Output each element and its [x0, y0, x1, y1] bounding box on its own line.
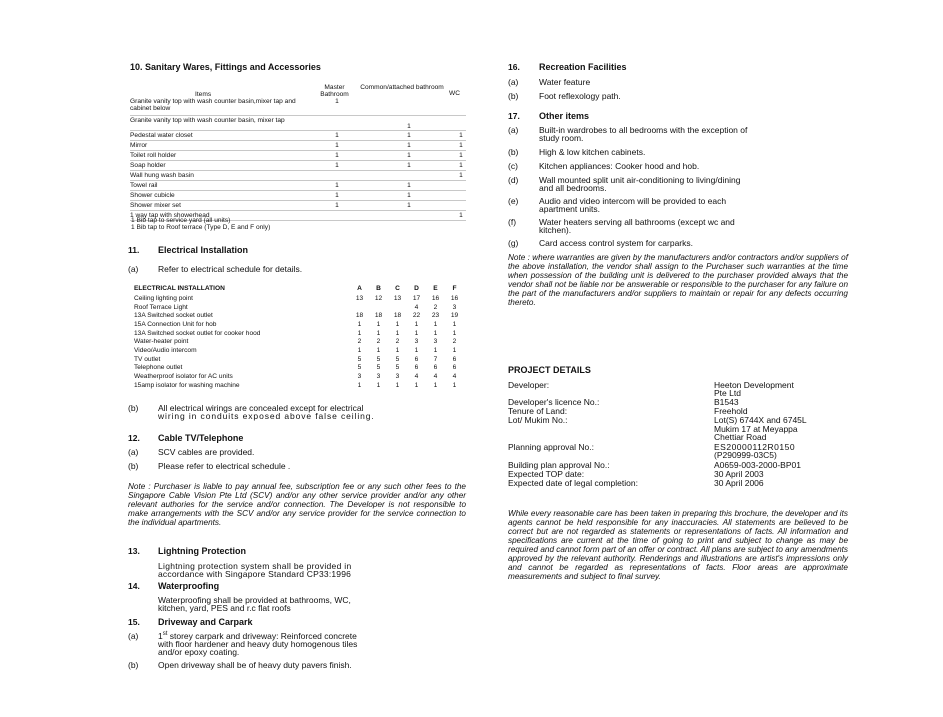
- cell-value: 17: [412, 294, 421, 302]
- cell-wc: 1: [456, 130, 466, 140]
- cell-item: 1 way tap with showerhead: [130, 210, 312, 220]
- cell-value: 1: [357, 329, 362, 337]
- developer-value-line2: Pte Ltd: [714, 388, 741, 398]
- cell-name: Ceiling lighting point: [134, 294, 194, 302]
- section-17-title: Other items: [539, 111, 590, 121]
- cell-value: 1: [452, 346, 457, 354]
- col-header: D: [414, 285, 419, 292]
- cell-value: 1: [452, 329, 457, 337]
- cell-wc: [456, 115, 466, 130]
- cell-value: 3: [433, 338, 438, 346]
- section-11-title: Electrical Installation: [158, 245, 249, 255]
- cell-value: 18: [355, 312, 364, 320]
- cell-value: 2: [357, 338, 362, 346]
- section-15-title: Driveway and Carpark: [158, 617, 253, 627]
- legal-completion-value: 30 April 2006: [714, 478, 764, 488]
- cell-value: 1: [452, 381, 457, 389]
- cell-value: 1: [452, 320, 457, 328]
- item-label: (b): [508, 147, 519, 157]
- cell-value: 6: [414, 364, 419, 372]
- project-details-title: PROJECT DETAILS: [508, 365, 591, 375]
- building-plan-value: A0659-003-2000-BP01: [714, 460, 801, 470]
- item-label: (g): [508, 238, 519, 248]
- cell-master: 1: [312, 180, 362, 190]
- legal-completion-label: Expected date of legal completion:: [508, 478, 638, 488]
- section-11-b-line1: All electrical wirings are concealed except for electrical: [158, 403, 364, 413]
- cell-value: 2: [433, 303, 438, 311]
- cell-value: 4: [452, 373, 457, 381]
- section-13-title: Lightning Protection: [158, 546, 246, 556]
- section-17-c-line1: Kitchen appliances: Cooker hood and hob.: [539, 161, 700, 171]
- section-16-number: 16.: [508, 62, 520, 72]
- item-label: (a): [508, 77, 519, 87]
- cell-item: Shower mixer set: [130, 200, 312, 210]
- section-17-number: 17.: [508, 111, 520, 121]
- cell-item: Pedestal water closet: [130, 130, 312, 140]
- section-14-line2: kitchen, yard, PES and r.c flat roofs: [158, 603, 291, 613]
- cell-item: Wall hung wash basin: [130, 170, 312, 180]
- cell-value: 23: [431, 312, 440, 320]
- cell-master: 1: [312, 190, 362, 200]
- section-13-line2: accordance with Singapore Standard CP33:1996: [158, 569, 352, 579]
- table-row: [134, 355, 464, 364]
- cell-value: 1: [395, 381, 400, 389]
- cell-value: [369, 303, 388, 312]
- planning-label: Planning approval No.:: [508, 442, 595, 452]
- cell-wc: [456, 200, 466, 210]
- cell-name: 13A Switched socket outlet: [134, 312, 213, 320]
- table-row: [130, 160, 466, 170]
- cell-value: 13: [393, 294, 402, 302]
- cell-value: 1: [433, 320, 438, 328]
- cell-value: 3: [414, 338, 419, 346]
- cell-value: 18: [393, 312, 402, 320]
- section-16-b-text: Foot reflexology path.: [539, 91, 621, 101]
- section-15-a-line2: with floor hardener and heavy duty homogenous tiles: [158, 639, 358, 649]
- item-label: (f): [508, 217, 517, 227]
- cell-common: 1: [362, 140, 456, 150]
- section-12-number: 12.: [128, 433, 140, 443]
- section-15-a-line1-text: storey carpark and driveway: Reinforced concrete: [167, 631, 357, 641]
- cell-value: 4: [414, 373, 419, 381]
- table-row: [130, 180, 466, 190]
- sanitary-wares-table: [130, 98, 466, 221]
- developer-value-line1: Heeton Development: [714, 380, 794, 390]
- section-17-e-line2: apartment units.: [539, 204, 600, 214]
- electrical-table: [134, 294, 464, 390]
- ordinal-suffix: st: [162, 631, 168, 638]
- cell-master: 1: [312, 150, 362, 160]
- table-row: [134, 364, 464, 373]
- item-label: (a): [508, 125, 519, 135]
- table-row: [134, 372, 464, 381]
- cell-item: Granite vanity top with wash counter basin,mixer tap and cabinet below: [130, 98, 312, 115]
- cell-name: 15A Connection Unit for hob: [134, 320, 217, 328]
- section-14-line1: Waterproofing shall be provided at bathrooms, WC,: [158, 595, 351, 605]
- cell-value: 1: [414, 381, 419, 389]
- cell-common: [362, 170, 456, 180]
- section-11-number: 11.: [128, 245, 140, 255]
- lot-value-line1: Lot(S) 6744X and 6745L: [714, 415, 807, 425]
- item-label: (a): [128, 264, 139, 274]
- cell-common: 1: [362, 180, 456, 190]
- cell-item: Toilet roll holder: [130, 150, 312, 160]
- cell-common: [362, 210, 456, 220]
- section-17-note: Note : where warranties are given by the manufacturers and/or contractors and/or suppliers of the above installation, the vendor shall assign to the Purchaser such warranties at the time when possession of the building unit is delivered to the purchaser provided always that the vendor shall not be liable nor be answerable or responsible to the purchaser for any failure on the part of the manufacturers and/or suppliers to maintain or repair for any defects occurring thereto.: [508, 253, 848, 307]
- cell-value: 16: [450, 294, 459, 302]
- cell-wc: 1: [456, 160, 466, 170]
- cell-value: 1: [376, 320, 381, 328]
- sanitary-footnote-2: 1 Bib tap to Roof terrace (Type D, E and F only): [131, 224, 271, 231]
- cell-name: Video/Audio intercom: [134, 346, 197, 354]
- cell-value: 1: [395, 346, 400, 354]
- table-row: [134, 320, 464, 329]
- section-11-a-text: Refer to electrical schedule for details.: [158, 264, 303, 274]
- section-13-number: 13.: [128, 546, 140, 556]
- cell-item: Granite vanity top with wash counter basin, mixer tap: [130, 115, 312, 130]
- cell-wc: [456, 190, 466, 200]
- section-17-f-line1: Water heaters serving all bathrooms (except wc and: [539, 217, 735, 227]
- electrical-col-headers: [350, 285, 464, 292]
- cell-value: 16: [431, 294, 440, 302]
- table-row: [134, 311, 464, 320]
- section-17-d-line1: Wall mounted split unit air-conditioning to living/dining: [539, 175, 741, 185]
- cell-common: 1: [362, 130, 456, 140]
- table-row: [130, 98, 466, 115]
- table-row: [130, 200, 466, 210]
- cell-value: 3: [357, 373, 362, 381]
- tenure-value: Freehold: [714, 406, 748, 416]
- cell-item: Mirror: [130, 140, 312, 150]
- item-label: (a): [128, 631, 139, 641]
- licence-label: Developer's licence No.:: [508, 397, 600, 407]
- cell-common: 1: [362, 190, 456, 200]
- section-17-g-line1: Card access control system for carparks.: [539, 238, 693, 248]
- col-header: E: [433, 285, 438, 292]
- section-15-a-line3: and/or epoxy coating.: [158, 647, 240, 657]
- section-17-a-line1: Built-in wardrobes to all bedrooms with the exception of: [539, 125, 748, 135]
- cell-name: Water-heater point: [134, 338, 189, 346]
- cell-value: 3: [395, 373, 400, 381]
- disclaimer-text: While every reasonable care has been taken in preparing this brochure, the developer and its agents cannot be held responsible for any inaccuracies. All statements are believed to be correct but are not regarded as statements or representations of facts. All information and specifications are current at the time of going to print and subject to change as may be required and cannot form part of an offer or contract. All plans are subject to any amendments approved by the relevant authority. Renderings and illustrations are artist's impressions only and cannot be regarded as representations of facts. Floor areas are approximate measurements and subject to final survey.: [508, 509, 848, 581]
- item-label: (c): [508, 161, 518, 171]
- col-header-items: Items: [195, 91, 212, 98]
- cell-wc: 1: [456, 150, 466, 160]
- cell-value: [388, 303, 407, 312]
- cell-value: 7: [433, 355, 438, 363]
- developer-label: Developer:: [508, 380, 550, 390]
- cell-name: 13A Switched socket outlet for cooker hood: [134, 329, 261, 337]
- table-row: [130, 115, 466, 130]
- top-date-value: 30 April 2003: [714, 469, 764, 479]
- section-14-number: 14.: [128, 581, 140, 591]
- section-16-a-text: Water feature: [539, 77, 591, 87]
- table-row: [134, 303, 464, 312]
- cell-value: 1: [357, 320, 362, 328]
- section-12-title: Cable TV/Telephone: [158, 433, 244, 443]
- item-label: (b): [128, 660, 139, 670]
- cell-master: 1: [312, 140, 362, 150]
- cell-value: 1: [433, 346, 438, 354]
- cell-master: [312, 170, 362, 180]
- section-12-a-text: SCV cables are provided.: [158, 447, 255, 457]
- cell-value: 5: [395, 364, 400, 372]
- cell-value: 5: [376, 355, 381, 363]
- table-row: [130, 130, 466, 140]
- item-label: (e): [508, 196, 519, 206]
- cell-name: Roof Terrace Light: [134, 303, 188, 311]
- top-date-label: Expected TOP date:: [508, 469, 585, 479]
- cell-value: 22: [412, 312, 421, 320]
- cell-value: 1: [433, 381, 438, 389]
- cell-value: 18: [374, 312, 383, 320]
- cell-common: [362, 98, 456, 115]
- section-10-title: 10. Sanitary Wares, Fittings and Accessories: [130, 62, 321, 72]
- cell-common: 1: [362, 150, 456, 160]
- cell-value: 5: [357, 364, 362, 372]
- cell-value: 5: [357, 355, 362, 363]
- cell-master: 1: [312, 200, 362, 210]
- cell-value: 6: [433, 364, 438, 372]
- building-plan-label: Building plan approval No.:: [508, 460, 610, 470]
- item-label: (a): [128, 447, 139, 457]
- table-row: [134, 337, 464, 346]
- sanitary-footnote-1: 1 Bib tap to service yard (all units): [131, 217, 231, 224]
- section-17-d-line2: and all bedrooms.: [539, 183, 607, 193]
- cell-value: 1: [357, 381, 362, 389]
- lot-value-line2: Mukim 17 at Meyappa: [714, 424, 798, 434]
- cell-common: 1: [362, 115, 456, 130]
- col-header: B: [376, 285, 381, 292]
- table-row: [130, 140, 466, 150]
- section-12-b-text: Please refer to electrical schedule .: [158, 461, 291, 471]
- cell-name: Telephone outlet: [134, 364, 183, 372]
- cell-value: 1: [395, 329, 400, 337]
- cell-value: 6: [414, 355, 419, 363]
- cell-value: 1: [376, 329, 381, 337]
- cell-master: 1: [312, 130, 362, 140]
- section-17-f-line2: kitchen).: [539, 225, 572, 235]
- item-label: (b): [508, 91, 519, 101]
- col-header-wc: WC: [449, 90, 460, 97]
- table-row: [134, 294, 464, 303]
- cell-item: Shower cubicle: [130, 190, 312, 200]
- cell-master: [312, 210, 362, 220]
- cell-value: 6: [452, 364, 457, 372]
- cell-value: 1: [357, 346, 362, 354]
- electrical-table-header: ELECTRICAL INSTALLATION: [134, 285, 225, 292]
- cell-value: 1: [376, 381, 381, 389]
- cell-value: 1: [433, 329, 438, 337]
- cell-wc: [456, 98, 466, 115]
- section-15-b-text: Open driveway shall be of heavy duty pavers finish.: [158, 660, 352, 670]
- cell-wc: 1: [456, 170, 466, 180]
- cell-common: 1: [362, 200, 456, 210]
- col-header: A: [357, 285, 362, 292]
- tenure-label: Tenure of Land:: [508, 406, 568, 416]
- cell-value: 4: [433, 373, 438, 381]
- cell-master: 1: [312, 160, 362, 170]
- cell-common: 1: [362, 160, 456, 170]
- cell-value: 6: [452, 355, 457, 363]
- cell-name: TV outlet: [134, 355, 161, 363]
- section-17-b-line1: High & low kitchen cabinets.: [539, 147, 646, 157]
- cell-value: 2: [376, 338, 381, 346]
- section-14-title: Waterproofing: [158, 581, 220, 591]
- section-15-number: 15.: [128, 617, 140, 627]
- cell-master: [312, 115, 362, 130]
- section-11-b-line2: wiring in conduits exposed above false ceiling.: [158, 411, 375, 421]
- cell-value: 13: [355, 294, 364, 302]
- planning-value-line2: (P290999-03C5): [714, 450, 777, 460]
- item-label: (d): [508, 175, 519, 185]
- cell-value: 5: [395, 355, 400, 363]
- licence-value: B1543: [714, 397, 739, 407]
- cell-item: Soap holder: [130, 160, 312, 170]
- cell-value: 5: [376, 364, 381, 372]
- item-label: (b): [128, 461, 139, 471]
- cell-master: 1: [312, 98, 362, 115]
- cell-item: Towel rail: [130, 180, 312, 190]
- table-row: [130, 190, 466, 200]
- cell-wc: 1: [456, 140, 466, 150]
- cell-value: 19: [450, 312, 459, 320]
- col-header: C: [395, 285, 400, 292]
- cell-value: 1: [395, 320, 400, 328]
- cell-value: 1: [414, 346, 419, 354]
- cell-name: Weatherproof isolator for AC units: [134, 373, 233, 381]
- item-label: (b): [128, 403, 139, 413]
- col-header-master-bathroom: Master Bathroom: [320, 84, 349, 98]
- cell-value: 1: [376, 346, 381, 354]
- planning-value-line1: ES20000112R0150: [714, 442, 796, 452]
- cell-value: 2: [452, 338, 457, 346]
- section-16-title: Recreation Facilities: [539, 62, 627, 72]
- table-row: [134, 381, 464, 390]
- section-12-note: Note : Purchaser is liable to pay annual fee, subscription fee or any such other fees to the Singapore Cable Vision Pte Ltd (SCV) and/or any other service provider and/or any other relevant authories for the service and/or connection. The Developer is not responsible to make arrangements with the SCV and/or any service provider for the service connection to the individual apartments.: [128, 482, 466, 527]
- lot-value-line3: Chettiar Road: [714, 432, 767, 442]
- cell-value: 1: [414, 320, 419, 328]
- cell-value: 4: [414, 303, 419, 311]
- col-header: F: [452, 285, 457, 292]
- section-13-line1: Lightning protection system shall be provided in: [158, 561, 352, 571]
- cell-value: 12: [374, 294, 383, 302]
- table-row: [134, 329, 464, 338]
- cell-value: 1: [414, 329, 419, 337]
- col-header-common-bathroom: Common/attached bathroom: [360, 84, 444, 91]
- lot-label: Lot/ Mukim No.:: [508, 415, 568, 425]
- table-row: [134, 346, 464, 355]
- table-row: [130, 170, 466, 180]
- table-row: [130, 150, 466, 160]
- cell-value: 3: [452, 303, 457, 311]
- cell-wc: [456, 180, 466, 190]
- cell-value: [350, 303, 369, 312]
- ordinal-number: 1: [158, 631, 163, 641]
- section-17-a-line2: study room.: [539, 133, 584, 143]
- section-17-e-line1: Audio and video intercom will be provided to each: [539, 196, 727, 206]
- cell-value: 3: [376, 373, 381, 381]
- cell-value: 2: [395, 338, 400, 346]
- cell-wc: 1: [456, 210, 466, 220]
- cell-name: 15amp isolator for washing machine: [134, 381, 240, 389]
